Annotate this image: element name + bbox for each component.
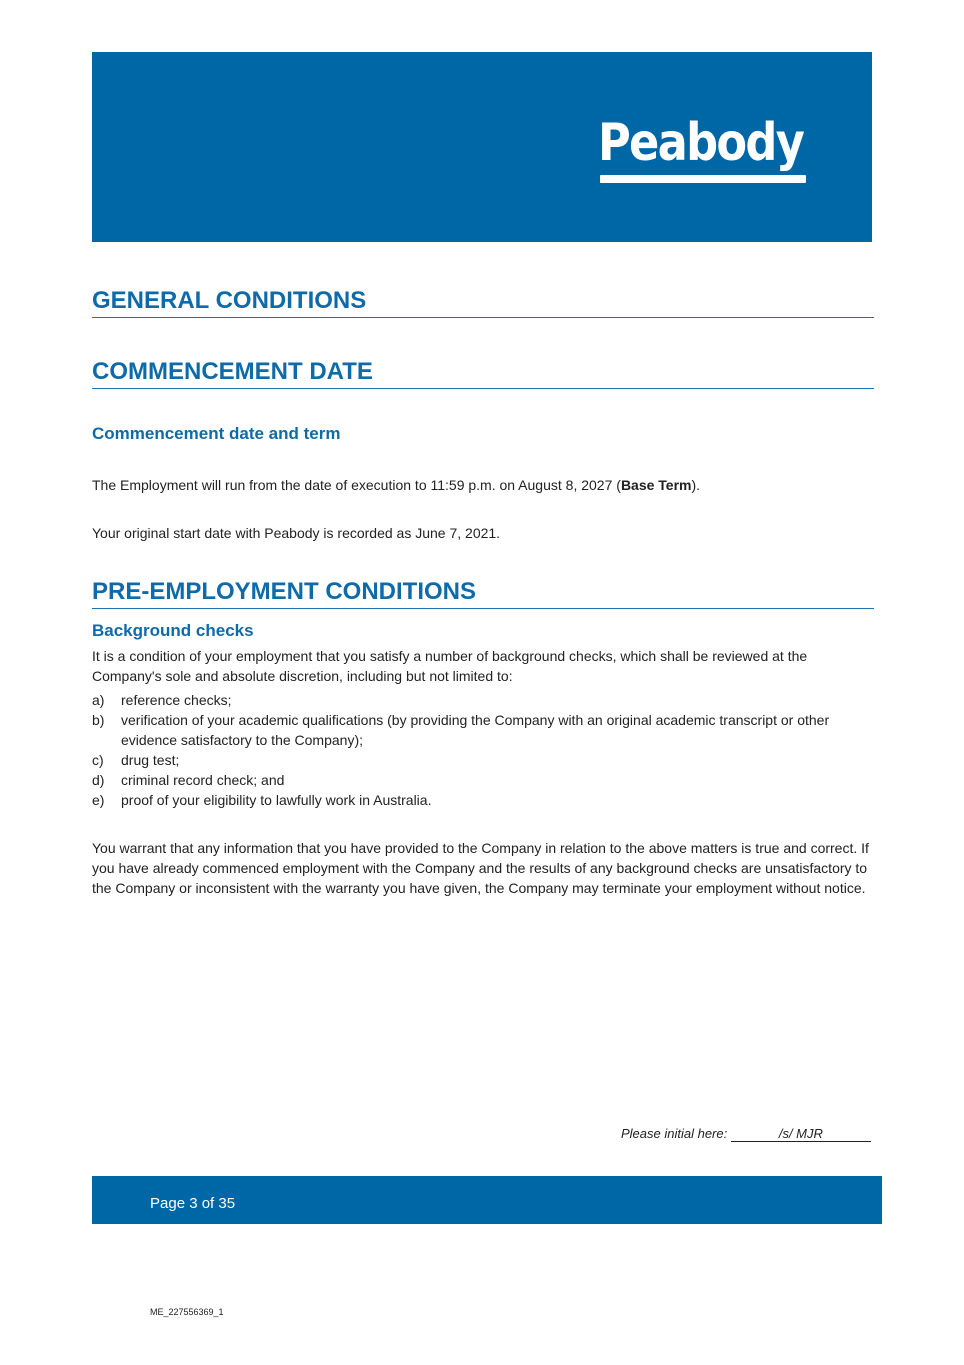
- footer-banner: [92, 1176, 882, 1224]
- list-item: [92, 790, 874, 810]
- list-item: [92, 770, 874, 790]
- background-check-list: [92, 690, 874, 810]
- heading-general-conditions: GENERAL CONDITIONS: [92, 286, 874, 318]
- list-marker: c): [92, 752, 104, 768]
- term-text-before: The Employment will run from the date of execution to 11:59 p.m. on August 8, 2027 (: [92, 477, 621, 493]
- heading-pre-employment: PRE-EMPLOYMENT CONDITIONS: [92, 577, 874, 609]
- list-text: drug test;: [121, 752, 180, 768]
- warranty-paragraph: You warrant that any information that you have provided to the Company in relation to the above matters is true and correct. If you have already commenced employment with the Company and the results of any background checks are unsatisfactory to the Company or inconsistent with the warranty you have given, the Company may terminate your employment without notice.: [92, 840, 869, 896]
- initial-label: Please initial here:: [621, 1126, 728, 1141]
- list-item: [92, 750, 874, 770]
- list-text: reference checks;: [121, 692, 232, 708]
- logo-text: Peabody: [598, 113, 804, 173]
- peabody-logo: [598, 112, 816, 187]
- list-text: criminal record check; and: [121, 772, 285, 788]
- start-date-paragraph: Your original start date with Peabody is recorded as June 7, 2021.: [92, 525, 501, 541]
- background-intro: It is a condition of your employment that you satisfy a number of background checks, which shall be reviewed at the Company's sole and absolute discretion, including but not limited to:: [92, 648, 808, 684]
- heading-commencement-date: COMMENCEMENT DATE: [92, 357, 874, 389]
- term-text-after: ).: [691, 477, 701, 493]
- list-marker: a): [92, 692, 105, 708]
- subheading-background-checks: Background checks: [92, 621, 254, 640]
- logo-underline: [600, 175, 806, 183]
- term-bold: Base Term: [620, 477, 692, 493]
- page-number: Page 3 of 35: [150, 1195, 236, 1212]
- term-paragraph: [92, 475, 874, 495]
- list-item: [92, 690, 874, 710]
- initial-field: [621, 1126, 871, 1142]
- list-item: [92, 710, 874, 750]
- initial-value: /s/ MJR: [731, 1126, 871, 1142]
- list-marker: b): [92, 712, 105, 728]
- list-text: verification of your academic qualifications (by providing the Company with an original academic transcript or other evidence satisfactory to the Company);: [121, 712, 830, 748]
- list-marker: e): [92, 792, 105, 808]
- document-reference: ME_227556369_1: [150, 1307, 224, 1317]
- subheading-commencement-term: Commencement date and term: [92, 424, 341, 443]
- list-text: proof of your eligibility to lawfully work in Australia.: [121, 792, 432, 808]
- list-marker: d): [92, 772, 105, 788]
